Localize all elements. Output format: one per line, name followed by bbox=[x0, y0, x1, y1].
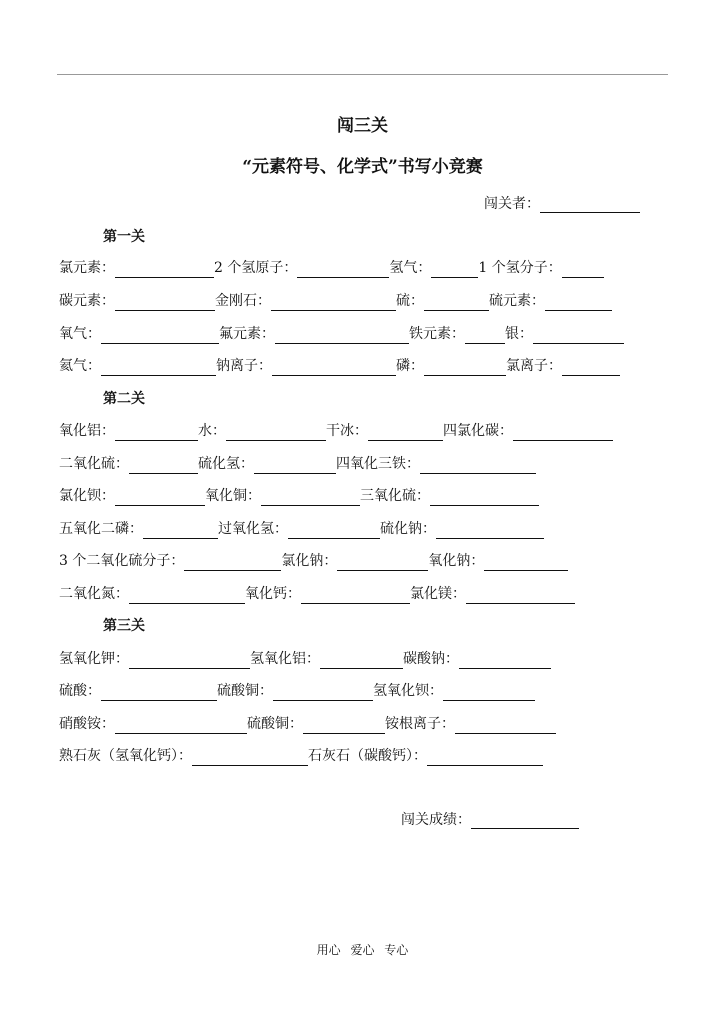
question-label: 氟元素： bbox=[219, 326, 275, 342]
answer-blank[interactable] bbox=[562, 263, 604, 278]
section-heading: 第二关 bbox=[103, 391, 145, 407]
answer-blank[interactable] bbox=[466, 589, 575, 604]
page-subtitle: “元素符号、化学式”书写小竞赛 bbox=[242, 157, 483, 177]
question-label: 氢氧化钾： bbox=[59, 651, 129, 667]
question-label: 硫元素： bbox=[489, 293, 545, 309]
answer-blank[interactable] bbox=[303, 719, 385, 734]
answer-blank[interactable] bbox=[275, 329, 409, 344]
question-label: 五氧化二磷： bbox=[59, 521, 143, 537]
question-label: 硫酸铜： bbox=[217, 683, 273, 699]
question-label: 氯化镁： bbox=[410, 586, 466, 602]
answer-blank[interactable] bbox=[436, 524, 544, 539]
question-row bbox=[59, 291, 612, 311]
question-label: 氯离子： bbox=[506, 358, 562, 374]
answer-blank[interactable] bbox=[288, 524, 380, 539]
answer-blank[interactable] bbox=[484, 556, 568, 571]
question-row bbox=[59, 324, 624, 344]
answer-blank[interactable] bbox=[129, 589, 245, 604]
question-row bbox=[59, 681, 535, 701]
answer-blank[interactable] bbox=[129, 459, 198, 474]
question-label: 硝酸铵： bbox=[59, 716, 115, 732]
answer-blank[interactable] bbox=[271, 296, 396, 311]
answer-blank[interactable] bbox=[101, 329, 219, 344]
question-label: 三氧化硫： bbox=[360, 488, 430, 504]
question-label: 干冰： bbox=[326, 423, 368, 439]
question-label: 铵根离子： bbox=[385, 716, 455, 732]
score-label: 闯关成绩： bbox=[401, 812, 471, 828]
question-label: 氢气： bbox=[389, 260, 432, 276]
question-label: 四氯化碳： bbox=[443, 423, 513, 439]
answer-blank[interactable] bbox=[115, 426, 198, 441]
answer-blank[interactable] bbox=[420, 459, 536, 474]
question-label: 金刚石： bbox=[215, 293, 271, 309]
answer-blank[interactable] bbox=[261, 491, 360, 506]
answer-blank[interactable] bbox=[424, 361, 506, 376]
answer-blank[interactable] bbox=[273, 686, 373, 701]
score-blank[interactable] bbox=[471, 814, 579, 829]
answer-blank[interactable] bbox=[320, 654, 403, 669]
question-label: 铁元素： bbox=[409, 326, 465, 342]
question-label: 碳酸钠： bbox=[403, 651, 459, 667]
answer-blank[interactable] bbox=[513, 426, 613, 441]
question-label: 硫： bbox=[396, 293, 424, 309]
section-heading: 第一关 bbox=[103, 229, 145, 245]
question-row bbox=[59, 519, 544, 539]
challenger-line bbox=[484, 193, 640, 213]
question-label: 氯化钡： bbox=[59, 488, 115, 504]
answer-blank[interactable] bbox=[337, 556, 428, 571]
challenger-blank[interactable] bbox=[540, 198, 640, 213]
question-label: 氢氧化钡： bbox=[373, 683, 443, 699]
question-label: 氧气： bbox=[59, 326, 101, 342]
answer-blank[interactable] bbox=[431, 263, 478, 278]
answer-blank[interactable] bbox=[455, 719, 556, 734]
question-label: 氦气： bbox=[59, 358, 101, 374]
question-label: 氧化钠： bbox=[428, 553, 485, 569]
question-label: 过氧化氢： bbox=[218, 521, 288, 537]
answer-blank[interactable] bbox=[115, 296, 215, 311]
question-row bbox=[59, 714, 556, 734]
answer-blank[interactable] bbox=[368, 426, 443, 441]
answer-blank[interactable] bbox=[272, 361, 396, 376]
question-row bbox=[59, 584, 575, 604]
answer-blank[interactable] bbox=[430, 491, 539, 506]
question-label: 硫化氢： bbox=[198, 456, 254, 472]
question-label: 硫酸： bbox=[59, 683, 101, 699]
answer-blank[interactable] bbox=[129, 654, 250, 669]
question-row bbox=[59, 421, 613, 441]
answer-blank[interactable] bbox=[101, 686, 217, 701]
answer-blank[interactable] bbox=[143, 524, 218, 539]
question-label: 1 个氢分子： bbox=[478, 260, 562, 276]
question-label: 碳元素： bbox=[59, 293, 115, 309]
section-heading: 第三关 bbox=[103, 618, 145, 634]
answer-blank[interactable] bbox=[115, 491, 205, 506]
question-label: 3 个二氧化硫分子： bbox=[59, 553, 185, 569]
footer-text: 用心 爱心 专心 bbox=[316, 943, 409, 957]
answer-blank[interactable] bbox=[427, 751, 543, 766]
answer-blank[interactable] bbox=[545, 296, 612, 311]
question-label: 二氧化氮： bbox=[59, 586, 129, 602]
question-label: 氢氧化铝： bbox=[250, 651, 320, 667]
answer-blank[interactable] bbox=[115, 719, 247, 734]
question-label: 氧化铝： bbox=[59, 423, 115, 439]
answer-blank[interactable] bbox=[533, 329, 624, 344]
question-label: 熟石灰（氢氧化钙）： bbox=[59, 748, 192, 764]
answer-blank[interactable] bbox=[226, 426, 326, 441]
page-title: 闯三关 bbox=[337, 116, 388, 136]
answer-blank[interactable] bbox=[115, 263, 214, 278]
question-row bbox=[59, 551, 568, 571]
question-row bbox=[59, 356, 620, 376]
question-label: 氯化钠： bbox=[281, 553, 338, 569]
question-label: 硫化钠： bbox=[380, 521, 436, 537]
answer-blank[interactable] bbox=[101, 361, 216, 376]
answer-blank[interactable] bbox=[297, 263, 389, 278]
question-label: 四氧化三铁： bbox=[336, 456, 420, 472]
answer-blank[interactable] bbox=[424, 296, 489, 311]
challenger-label: 闯关者： bbox=[484, 196, 540, 212]
question-row bbox=[59, 454, 536, 474]
question-label: 银： bbox=[505, 326, 533, 342]
question-row bbox=[59, 649, 551, 669]
answer-blank[interactable] bbox=[254, 459, 336, 474]
answer-blank[interactable] bbox=[465, 329, 505, 344]
question-label: 钠离子： bbox=[216, 358, 272, 374]
answer-blank[interactable] bbox=[459, 654, 551, 669]
question-label: 磷： bbox=[396, 358, 424, 374]
question-row bbox=[59, 746, 543, 766]
question-label: 石灰石（碳酸钙）： bbox=[308, 748, 427, 764]
question-label: 二氧化硫： bbox=[59, 456, 129, 472]
question-label: 氧化铜： bbox=[205, 488, 261, 504]
answer-blank[interactable] bbox=[562, 361, 620, 376]
question-row bbox=[59, 486, 539, 506]
question-label: 氧化钙： bbox=[245, 586, 301, 602]
question-label: 水： bbox=[198, 423, 226, 439]
question-label: 2 个氢原子： bbox=[214, 260, 298, 276]
answer-blank[interactable] bbox=[184, 556, 281, 571]
question-label: 氯元素： bbox=[59, 260, 115, 276]
score-line bbox=[401, 809, 579, 829]
question-label: 硫酸铜： bbox=[247, 716, 303, 732]
question-row bbox=[59, 258, 604, 278]
answer-blank[interactable] bbox=[301, 589, 410, 604]
answer-blank[interactable] bbox=[443, 686, 535, 701]
answer-blank[interactable] bbox=[192, 751, 308, 766]
header-rule bbox=[57, 74, 668, 75]
